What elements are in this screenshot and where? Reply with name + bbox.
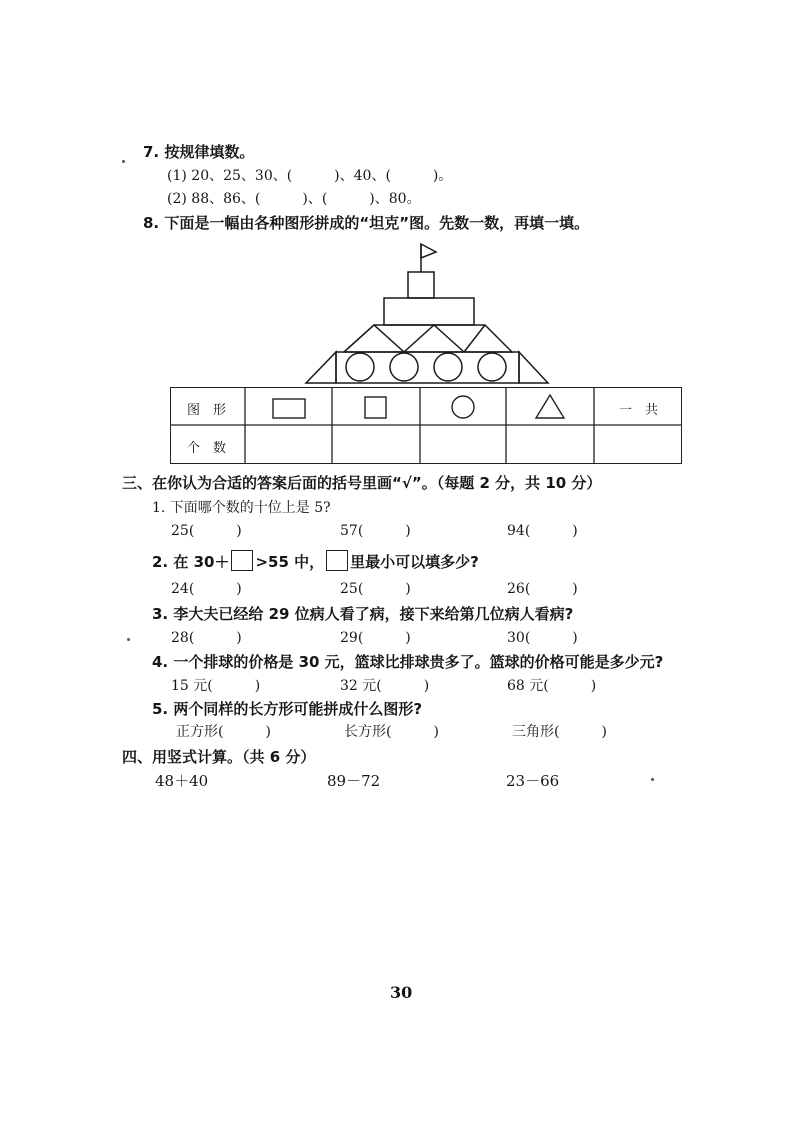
scan-speck — [122, 160, 125, 163]
row-label-shape: 图 形 — [187, 403, 227, 418]
calc-problem-2: 89－72 — [327, 772, 381, 790]
shape-count-table — [170, 387, 682, 464]
total-label: 一 共 — [619, 403, 659, 418]
s3-q3-text: 3. 李大夫已经给 29 位病人看了病，接下来给第几位病人看病? — [152, 605, 574, 623]
page-number: 30 — [390, 983, 413, 1002]
calc-problem-3: 23－66 — [506, 772, 560, 790]
wheel-circle — [390, 353, 418, 381]
s3-q5-text: 5. 两个同样的长方形可能拼成什么图形? — [152, 700, 423, 718]
q8-title: 8. 下面是一幅由各种图形拼成的“坦克”图。先数一数，再填一填。 — [143, 214, 590, 232]
section4-title: 四、用竖式计算。（共 6 分） — [122, 748, 316, 766]
top-square — [408, 272, 434, 298]
s3-q4-option-c[interactable]: 68 元( ) — [507, 678, 597, 694]
scan-speck — [651, 778, 654, 781]
flag-triangle — [421, 244, 436, 258]
left-track-triangle — [306, 352, 336, 383]
s3-q2-option-c[interactable]: 26( ) — [507, 581, 578, 597]
wheel-circle — [478, 353, 506, 381]
body-triangles — [344, 325, 464, 352]
track-rectangle — [336, 352, 519, 383]
s3-q5-option-a[interactable]: 正方形( ) — [176, 724, 271, 740]
s3-q3-option-c[interactable]: 30( ) — [507, 630, 578, 646]
wheel-circle — [434, 353, 462, 381]
s3-q2-option-a[interactable]: 24( ) — [171, 581, 242, 597]
q7-title: 7. 按规律填数。 — [143, 143, 255, 161]
scan-speck — [127, 638, 130, 641]
wheel-circle — [346, 353, 374, 381]
blank-box-icon — [326, 550, 348, 571]
s3-q1-text: 1. 下面哪个数的十位上是 5? — [152, 500, 331, 516]
s3-q2-text-a: 2. 在 30＋ — [152, 553, 230, 571]
square-icon — [365, 397, 386, 418]
s3-q2-text-b: >55 中， — [255, 553, 325, 571]
s3-q4-text: 4. 一个排球的价格是 30 元，篮球比排球贵多了。篮球的价格可能是多少元? — [152, 653, 664, 671]
calc-problem-1: 48＋40 — [155, 772, 209, 790]
s3-q1-option-a[interactable]: 25( ) — [171, 523, 242, 539]
s3-q5-option-c[interactable]: 三角形( ) — [512, 724, 607, 740]
circle-icon — [452, 396, 474, 418]
q7-row2: (2) 88、86、( )、( )、80。 — [167, 191, 421, 207]
s3-q4-option-b[interactable]: 32 元( ) — [340, 678, 430, 694]
s3-q1-option-c[interactable]: 94( ) — [507, 523, 578, 539]
row-label-count: 个 数 — [187, 441, 227, 456]
s3-q2-option-b[interactable]: 25( ) — [340, 581, 411, 597]
rectangle-icon — [273, 399, 305, 418]
triangle-icon — [536, 395, 564, 418]
turret-rectangle — [384, 298, 474, 325]
s3-q2-text-c: 里最小可以填多少? — [350, 553, 479, 571]
s3-q3-option-a[interactable]: 28( ) — [171, 630, 242, 646]
s3-q2-text — [152, 550, 479, 572]
s3-q3-option-b[interactable]: 29( ) — [340, 630, 411, 646]
s3-q5-option-b[interactable]: 长方形( ) — [344, 724, 439, 740]
blank-box-icon — [231, 550, 253, 571]
s3-q4-option-a[interactable]: 15 元( ) — [171, 678, 261, 694]
section3-title: 三、在你认为合适的答案后面的括号里画“√”。（每题 2 分，共 10 分） — [122, 474, 602, 492]
q7-row1: (1) 20、25、30、( )、40、( )。 — [167, 168, 453, 184]
right-track-triangle — [519, 352, 548, 383]
s3-q1-option-b[interactable]: 57( ) — [340, 523, 411, 539]
